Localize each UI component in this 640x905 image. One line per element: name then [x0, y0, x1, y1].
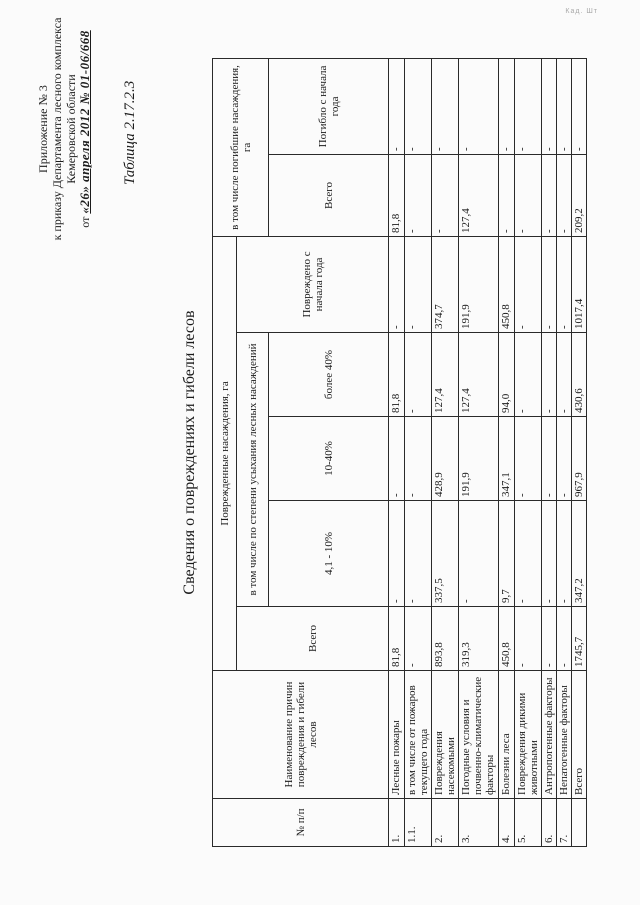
cell-d2: - [515, 417, 542, 501]
cell-d2: 428,9 [432, 417, 459, 501]
cell-name: Болезни леса [499, 671, 515, 799]
cell-d3: 127,4 [459, 333, 499, 417]
cell-d2: - [557, 417, 572, 501]
cell-d3: - [515, 333, 542, 417]
cell-dead-since: - [542, 58, 557, 154]
cell-name: Погодные условия и почвенно-климатические факторы [459, 671, 499, 799]
cell-since: - [405, 236, 432, 332]
table-row [515, 58, 542, 846]
header-degree-3: более 40% [269, 333, 389, 417]
cell-dead-total: 209,2 [572, 154, 587, 236]
header-dead-since: Погибло с начала года [269, 58, 389, 154]
cell-d2: - [542, 417, 557, 501]
cell-num: 3. [459, 799, 499, 847]
approval-line-1: Приложение № 3 [36, 85, 50, 173]
header-damaged-since: Повреждено с начала года [237, 236, 389, 332]
table-row [405, 58, 432, 846]
cell-total: - [557, 607, 572, 671]
cell-dead-since: - [405, 58, 432, 154]
cell-total: 81,8 [389, 607, 405, 671]
cell-name: Антропогенные факторы [542, 671, 557, 799]
header-dead-total: Всего [269, 154, 389, 236]
cell-d1: - [405, 501, 432, 607]
damage-table [212, 58, 587, 847]
cell-d2: 191,9 [459, 417, 499, 501]
cell-num: 5. [515, 799, 542, 847]
cell-total: - [542, 607, 557, 671]
cell-since: - [389, 236, 405, 332]
cell-num: 1.1. [405, 799, 432, 847]
approval-line-3: Кемеровской области [64, 74, 78, 184]
cell-d3: - [542, 333, 557, 417]
approval-line-4 [78, 9, 92, 249]
header-dead-group: в том числе погибшие насаждения, га [213, 58, 269, 236]
cell-dead-since: - [515, 58, 542, 154]
cell-since: 1017,4 [572, 236, 587, 332]
cell-dead-total: - [542, 154, 557, 236]
header-degree-group: в том числе по степени усыхания лесных насаждений [237, 333, 269, 607]
cell-d2: - [405, 417, 432, 501]
header-total: Всего [237, 607, 389, 671]
handwritten-date-number: «26» апреля 2012 № 01-06/668 [77, 30, 92, 214]
table-row [432, 58, 459, 846]
cell-d1: - [389, 501, 405, 607]
cell-since: 374,7 [432, 236, 459, 332]
cell-since: - [557, 236, 572, 332]
header-degree-1: 4,1 - 10% [269, 501, 389, 607]
cell-dead-total: - [405, 154, 432, 236]
cell-d2: 967,9 [572, 417, 587, 501]
cell-dead-since: - [557, 58, 572, 154]
cell-num: 4. [499, 799, 515, 847]
cell-total: - [515, 607, 542, 671]
cell-dead-total: - [432, 154, 459, 236]
cell-dead-total: 127,4 [459, 154, 499, 236]
header-degree-2: 10-40% [269, 417, 389, 501]
cell-name: Лесные пожары [389, 671, 405, 799]
cell-name: Непатогенные факторы [557, 671, 572, 799]
cell-d1: - [542, 501, 557, 607]
cell-name: в том числе от пожаров текущего года [405, 671, 432, 799]
cell-d3: 430,6 [572, 333, 587, 417]
header-name: Наименование причин повреждения и гибели лесов [213, 671, 389, 799]
cell-d1: 347,2 [572, 501, 587, 607]
cell-dead-total: - [499, 154, 515, 236]
cell-dead-total: 81,8 [389, 154, 405, 236]
cell-num: 7. [557, 799, 572, 847]
table-row [542, 58, 557, 846]
cell-d1: - [557, 501, 572, 607]
header-num: № п/п [213, 799, 389, 847]
table-row [557, 58, 572, 846]
cell-num: 6. [542, 799, 557, 847]
cell-dead-total: - [557, 154, 572, 236]
cell-name: Повреждения дикими животными [515, 671, 542, 799]
cell-d3: - [557, 333, 572, 417]
cell-total: 893,8 [432, 607, 459, 671]
cell-num [572, 799, 587, 847]
cell-d3: 94,0 [499, 333, 515, 417]
cell-dead-since: - [499, 58, 515, 154]
cell-dead-since: - [389, 58, 405, 154]
scan-mark: Кад. Шт [565, 8, 598, 15]
cell-dead-since: - [572, 58, 587, 154]
table-row [572, 58, 587, 846]
cell-total: - [405, 607, 432, 671]
table-label: Таблица 2.17.2.3 [122, 80, 138, 185]
approval-line-2: к приказу Департамента лесного комплекса [50, 17, 64, 241]
cell-d3: - [405, 333, 432, 417]
cell-since: 191,9 [459, 236, 499, 332]
approval-from-label: от [78, 216, 92, 228]
cell-name: Повреждения насекомыми [432, 671, 459, 799]
cell-since: - [515, 236, 542, 332]
cell-d3: 81,8 [389, 333, 405, 417]
cell-name: Всего [572, 671, 587, 799]
cell-d1: 9,7 [499, 501, 515, 607]
document-title: Сведения о повреждениях и гибели лесов [181, 310, 198, 595]
cell-dead-total: - [515, 154, 542, 236]
table-row [459, 58, 499, 846]
cell-num: 1. [389, 799, 405, 847]
cell-d1: - [515, 501, 542, 607]
cell-dead-since: - [432, 58, 459, 154]
cell-d1: 337,5 [432, 501, 459, 607]
cell-total: 1745,7 [572, 607, 587, 671]
cell-num: 2. [432, 799, 459, 847]
cell-d2: 347,1 [499, 417, 515, 501]
cell-total: 319,3 [459, 607, 499, 671]
cell-d3: 127,4 [432, 333, 459, 417]
cell-since: - [542, 236, 557, 332]
cell-since: 450,8 [499, 236, 515, 332]
table-row [389, 58, 405, 846]
cell-dead-since: - [459, 58, 499, 154]
approval-block [36, 9, 92, 249]
header-damaged-group: Поврежденные насаждения, га [213, 236, 237, 670]
cell-d2: - [389, 417, 405, 501]
table-row [499, 58, 515, 846]
cell-total: 450,8 [499, 607, 515, 671]
cell-d1: - [459, 501, 499, 607]
